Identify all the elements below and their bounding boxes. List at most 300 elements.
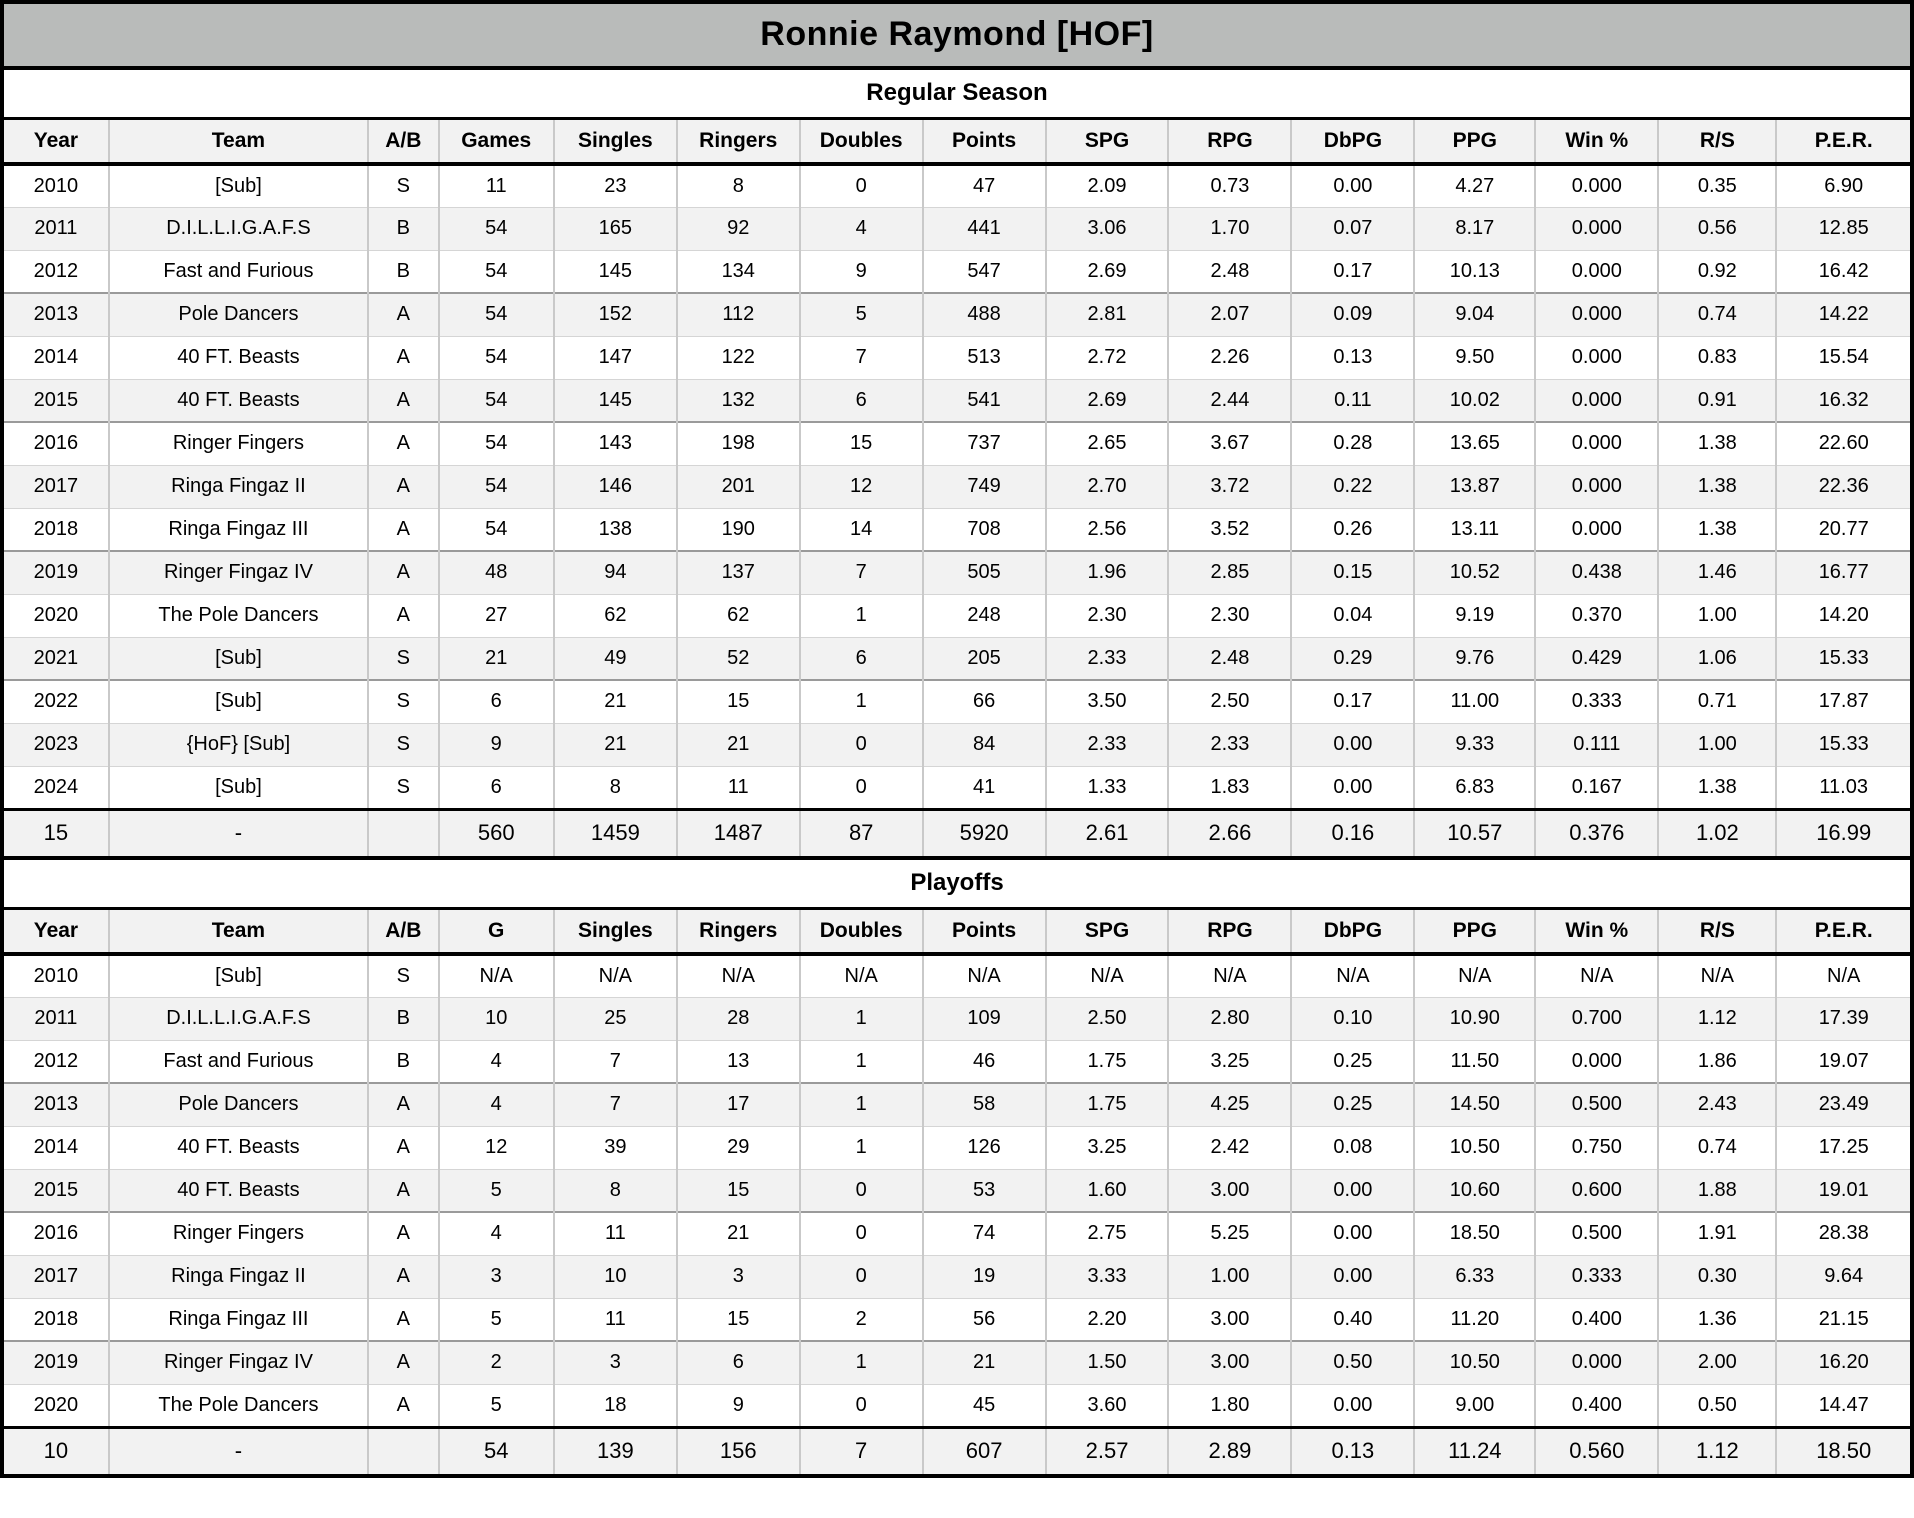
- cell: {HoF} [Sub]: [109, 723, 368, 766]
- cell: 1.86: [1658, 1040, 1776, 1083]
- table-row: [4, 1083, 1910, 1126]
- cell: 201: [677, 465, 800, 508]
- cell: 749: [923, 465, 1046, 508]
- cell: 2011: [34, 1007, 78, 1029]
- cell: 6: [677, 1341, 800, 1384]
- cell: 52: [677, 637, 800, 680]
- column-header: SPG: [1046, 910, 1169, 954]
- cell: Fast and Furious: [109, 250, 368, 293]
- cell: 7: [800, 551, 923, 594]
- cell: 2016: [33, 432, 79, 455]
- cell: A: [368, 465, 439, 508]
- table-row: [4, 207, 1910, 250]
- cell: 2.33: [1046, 637, 1169, 680]
- cell: A: [368, 1341, 439, 1384]
- cell: 17.87: [1776, 680, 1910, 723]
- cell: [Sub]: [109, 680, 368, 723]
- cell: N/A: [1658, 954, 1776, 997]
- cell: 2019: [33, 1351, 79, 1374]
- cell: 0.560: [1535, 1427, 1658, 1474]
- cell: -: [109, 1427, 368, 1474]
- cell: 0.13: [1291, 1427, 1414, 1474]
- cell: N/A: [1535, 954, 1658, 997]
- cell: [368, 1427, 439, 1474]
- cell: 1459: [554, 809, 677, 856]
- cell: 17: [677, 1083, 800, 1126]
- cell: 134: [677, 250, 800, 293]
- column-header: Singles: [554, 120, 677, 164]
- cell: 4: [439, 1040, 554, 1083]
- cell: 10: [43, 1438, 69, 1464]
- cell: 53: [923, 1169, 1046, 1212]
- cell: The Pole Dancers: [109, 594, 368, 637]
- cell: 0.13: [1291, 336, 1414, 379]
- cell: 9: [439, 723, 554, 766]
- cell: 1.50: [1046, 1341, 1169, 1384]
- cell: 1.12: [1658, 1427, 1776, 1474]
- cell: 143: [554, 422, 677, 465]
- cell: 139: [554, 1427, 677, 1474]
- cell: 92: [677, 207, 800, 250]
- cell: 5.25: [1168, 1212, 1291, 1255]
- cell: A: [368, 594, 439, 637]
- cell: 0.71: [1658, 680, 1776, 723]
- cell: 132: [677, 379, 800, 422]
- cell: 0.74: [1658, 1126, 1776, 1169]
- cell: 9.00: [1414, 1384, 1535, 1427]
- cell: [Sub]: [109, 954, 368, 997]
- table-row: [4, 422, 1910, 465]
- cell: 0.25: [1291, 1083, 1414, 1126]
- cell: 0.000: [1535, 250, 1658, 293]
- cell: 0.438: [1535, 551, 1658, 594]
- cell: 0.15: [1291, 551, 1414, 594]
- column-header: P.E.R.: [1776, 910, 1910, 954]
- cell: 84: [923, 723, 1046, 766]
- cell: 6: [439, 766, 554, 809]
- cell: 45: [923, 1384, 1046, 1427]
- cell: 16.32: [1776, 379, 1910, 422]
- column-header: Win %: [1535, 910, 1658, 954]
- cell: 40 FT. Beasts: [109, 1126, 368, 1169]
- cell: 18.50: [1414, 1212, 1535, 1255]
- cell: 10: [554, 1255, 677, 1298]
- cell: The Pole Dancers: [109, 1384, 368, 1427]
- totals-row: [4, 1427, 1910, 1474]
- cell: 2.07: [1168, 293, 1291, 336]
- cell: 2013: [33, 1093, 79, 1116]
- cell: 14.50: [1414, 1083, 1535, 1126]
- column-header: PPG: [1414, 910, 1535, 954]
- cell: Ringer Fingaz IV: [109, 1341, 368, 1384]
- cell: Ringer Fingers: [109, 1212, 368, 1255]
- cell: 0: [800, 723, 923, 766]
- cell: 0.500: [1535, 1083, 1658, 1126]
- cell: 2.44: [1168, 379, 1291, 422]
- cell: 1.38: [1658, 465, 1776, 508]
- cell: 0.370: [1535, 594, 1658, 637]
- cell: 0.000: [1535, 336, 1658, 379]
- cell: 54: [439, 508, 554, 551]
- cell: 2.09: [1046, 164, 1169, 207]
- cell: B: [368, 997, 439, 1040]
- cell: 6.33: [1414, 1255, 1535, 1298]
- cell: 2.00: [1658, 1341, 1776, 1384]
- column-header: Games: [439, 120, 554, 164]
- column-header: Year: [4, 120, 109, 164]
- cell: 0.29: [1291, 637, 1414, 680]
- column-header: Team: [109, 120, 368, 164]
- cell: 2017: [33, 1265, 79, 1287]
- cell: 5: [439, 1298, 554, 1341]
- cell: 62: [554, 594, 677, 637]
- cell: [368, 809, 439, 856]
- table-row: [4, 1040, 1910, 1083]
- cell: 0: [800, 1212, 923, 1255]
- cell: 0.56: [1658, 207, 1776, 250]
- cell: 2.65: [1046, 422, 1169, 465]
- cell: 3.00: [1168, 1298, 1291, 1341]
- cell: 0.000: [1535, 293, 1658, 336]
- cell: N/A: [554, 954, 677, 997]
- cell: 2017: [33, 475, 79, 497]
- cell: 1.00: [1168, 1255, 1291, 1298]
- cell: 2.42: [1168, 1126, 1291, 1169]
- cell: 10.57: [1414, 809, 1535, 856]
- cell: 0.000: [1535, 164, 1658, 207]
- cell: 156: [677, 1427, 800, 1474]
- table-row: [4, 379, 1910, 422]
- cell: 56: [923, 1298, 1046, 1341]
- cell: [Sub]: [109, 637, 368, 680]
- cell: 2.48: [1168, 637, 1291, 680]
- cell: A: [368, 1212, 439, 1255]
- column-header: SPG: [1046, 120, 1169, 164]
- cell: 10.52: [1414, 551, 1535, 594]
- cell: 1.06: [1658, 637, 1776, 680]
- cell: 20.77: [1776, 508, 1910, 551]
- cell: 6: [439, 680, 554, 723]
- cell: 39: [554, 1126, 677, 1169]
- cell: 2.57: [1046, 1427, 1169, 1474]
- cell: 11.20: [1414, 1298, 1535, 1341]
- cell: 3.25: [1168, 1040, 1291, 1083]
- cell: 16.20: [1776, 1341, 1910, 1384]
- cell: 1.38: [1658, 766, 1776, 809]
- cell: D.I.L.L.I.G.A.F.S: [109, 207, 368, 250]
- cell: 15: [677, 1169, 800, 1212]
- cell: 737: [923, 422, 1046, 465]
- cell: 0.22: [1291, 465, 1414, 508]
- column-header: Win %: [1535, 120, 1658, 164]
- cell: 0.17: [1291, 680, 1414, 723]
- cell: 198: [677, 422, 800, 465]
- cell: 0.000: [1535, 379, 1658, 422]
- cell: 9.04: [1414, 293, 1535, 336]
- cell: 2014: [33, 1136, 79, 1158]
- cell: 1.75: [1046, 1083, 1169, 1126]
- cell: 0.83: [1658, 336, 1776, 379]
- cell: 0.28: [1291, 422, 1414, 465]
- cell: 0.91: [1658, 379, 1776, 422]
- cell: 29: [677, 1126, 800, 1169]
- cell: A: [368, 1169, 439, 1212]
- cell: 0.000: [1535, 508, 1658, 551]
- cell: 11: [554, 1212, 677, 1255]
- cell: 3.25: [1046, 1126, 1169, 1169]
- cell: 0.35: [1658, 164, 1776, 207]
- cell: 12: [800, 465, 923, 508]
- cell: 9: [677, 1384, 800, 1427]
- table-row: [4, 997, 1910, 1040]
- cell: 2014: [33, 346, 79, 368]
- cell: N/A: [1776, 954, 1910, 997]
- cell: 0.26: [1291, 508, 1414, 551]
- cell: 74: [923, 1212, 1046, 1255]
- cell: 152: [554, 293, 677, 336]
- cell: 54: [439, 379, 554, 422]
- cell: 94: [554, 551, 677, 594]
- cell: 3.33: [1046, 1255, 1169, 1298]
- cell: 3.50: [1046, 680, 1169, 723]
- cell: Ringer Fingaz IV: [109, 551, 368, 594]
- cell: 7: [800, 1427, 923, 1474]
- cell: 2.61: [1046, 809, 1169, 856]
- cell: 28.38: [1776, 1212, 1910, 1255]
- cell: 11: [439, 164, 554, 207]
- column-header: RPG: [1168, 910, 1291, 954]
- cell: 15: [677, 680, 800, 723]
- cell: 28: [677, 997, 800, 1040]
- cell: 8: [554, 766, 677, 809]
- cell: 41: [923, 766, 1046, 809]
- cell: 21: [677, 1212, 800, 1255]
- cell: N/A: [1291, 954, 1414, 997]
- cell: 205: [923, 637, 1046, 680]
- cell: A: [368, 293, 439, 336]
- cell: 11: [677, 766, 800, 809]
- cell: 12.85: [1776, 207, 1910, 250]
- cell: 2.20: [1046, 1298, 1169, 1341]
- column-header: Doubles: [800, 120, 923, 164]
- cell: 109: [923, 997, 1046, 1040]
- cell: 0.73: [1168, 164, 1291, 207]
- table-row: [4, 723, 1910, 766]
- cell: 10.60: [1414, 1169, 1535, 1212]
- cell: 7: [554, 1083, 677, 1126]
- cell: 3: [677, 1255, 800, 1298]
- cell: 10.50: [1414, 1126, 1535, 1169]
- cell: 2012: [33, 259, 79, 282]
- cell: 1.38: [1658, 422, 1776, 465]
- regular-season-heading: Regular Season: [4, 70, 1910, 120]
- cell: 10.02: [1414, 379, 1535, 422]
- table-row: [4, 465, 1910, 508]
- cell: 4: [800, 207, 923, 250]
- cell: 2015: [33, 388, 79, 411]
- cell: 8: [554, 1169, 677, 1212]
- cell: 8.17: [1414, 207, 1535, 250]
- cell: 1.60: [1046, 1169, 1169, 1212]
- cell: 4: [439, 1083, 554, 1126]
- cell: B: [368, 250, 439, 293]
- cell: 46: [923, 1040, 1046, 1083]
- cell: 15.33: [1776, 723, 1910, 766]
- cell: 2.70: [1046, 465, 1169, 508]
- cell: 0.700: [1535, 997, 1658, 1040]
- cell: 2.48: [1168, 250, 1291, 293]
- cell: 18: [554, 1384, 677, 1427]
- cell: 0.000: [1535, 422, 1658, 465]
- cell: 1.46: [1658, 551, 1776, 594]
- cell: 54: [439, 336, 554, 379]
- cell: 0: [800, 1169, 923, 1212]
- cell: A: [368, 336, 439, 379]
- cell: 0.000: [1535, 207, 1658, 250]
- cell: 2023: [33, 733, 79, 755]
- cell: 2024: [33, 775, 79, 798]
- cell: 2.26: [1168, 336, 1291, 379]
- cell: 2.81: [1046, 293, 1169, 336]
- cell: 1.02: [1658, 809, 1776, 856]
- table-row: [4, 766, 1910, 809]
- table-row: [4, 508, 1910, 551]
- cell: 54: [439, 207, 554, 250]
- cell: 1: [800, 1341, 923, 1384]
- cell: N/A: [1046, 954, 1169, 997]
- cell: 1.75: [1046, 1040, 1169, 1083]
- cell: 0: [800, 164, 923, 207]
- cell: 54: [439, 465, 554, 508]
- column-header: A/B: [368, 910, 439, 954]
- cell: 15.33: [1776, 637, 1910, 680]
- cell: 3.00: [1168, 1341, 1291, 1384]
- cell: 2: [800, 1298, 923, 1341]
- cell: 1.96: [1046, 551, 1169, 594]
- cell: 0.750: [1535, 1126, 1658, 1169]
- column-header: Team: [109, 910, 368, 954]
- cell: 13.87: [1414, 465, 1535, 508]
- cell: 1: [800, 1040, 923, 1083]
- cell: 3.72: [1168, 465, 1291, 508]
- cell: A: [368, 1126, 439, 1169]
- cell: 541: [923, 379, 1046, 422]
- cell: 0.30: [1658, 1255, 1776, 1298]
- table-row: [4, 1126, 1910, 1169]
- cell: 2021: [33, 646, 79, 669]
- cell: 2.80: [1168, 997, 1291, 1040]
- cell: A: [368, 1298, 439, 1341]
- cell: 16.99: [1776, 809, 1910, 856]
- cell: 145: [554, 250, 677, 293]
- cell: 0.10: [1291, 997, 1414, 1040]
- cell: 441: [923, 207, 1046, 250]
- cell: B: [368, 207, 439, 250]
- cell: 1.36: [1658, 1298, 1776, 1341]
- cell: 25: [554, 997, 677, 1040]
- cell: 1.88: [1658, 1169, 1776, 1212]
- column-header: Doubles: [800, 910, 923, 954]
- cell: 0.25: [1291, 1040, 1414, 1083]
- cell: 0.00: [1291, 723, 1414, 766]
- cell: 0.16: [1291, 809, 1414, 856]
- cell: 1.38: [1658, 508, 1776, 551]
- column-header-row: [4, 120, 1910, 164]
- cell: 1: [800, 1083, 923, 1126]
- cell: 2016: [33, 1222, 79, 1245]
- cell: 547: [923, 250, 1046, 293]
- cell: 505: [923, 551, 1046, 594]
- cell: 54: [439, 1427, 554, 1474]
- cell: 2020: [33, 604, 79, 626]
- regular-season-section: [4, 70, 1910, 856]
- cell: 0.00: [1291, 1255, 1414, 1298]
- cell: 0.167: [1535, 766, 1658, 809]
- cell: 2022: [33, 690, 79, 713]
- cell: 2.66: [1168, 809, 1291, 856]
- cell: 0.111: [1535, 723, 1658, 766]
- cell: Pole Dancers: [109, 1083, 368, 1126]
- cell: 4.25: [1168, 1083, 1291, 1126]
- cell: 607: [923, 1427, 1046, 1474]
- column-header: Ringers: [677, 120, 800, 164]
- playoffs-body: [4, 954, 1910, 1427]
- table-row: [4, 1341, 1910, 1384]
- cell: 1.70: [1168, 207, 1291, 250]
- cell: 62: [677, 594, 800, 637]
- cell: 11.24: [1414, 1427, 1535, 1474]
- cell: B: [368, 1040, 439, 1083]
- cell: 122: [677, 336, 800, 379]
- cell: 13.11: [1414, 508, 1535, 551]
- cell: 1.83: [1168, 766, 1291, 809]
- column-header: Ringers: [677, 910, 800, 954]
- cell: 47: [923, 164, 1046, 207]
- cell: 2.72: [1046, 336, 1169, 379]
- cell: 0.00: [1291, 164, 1414, 207]
- cell: N/A: [923, 954, 1046, 997]
- cell: S: [368, 954, 439, 997]
- cell: 0.333: [1535, 1255, 1658, 1298]
- cell: N/A: [1414, 954, 1535, 997]
- cell: A: [368, 379, 439, 422]
- cell: 6: [800, 637, 923, 680]
- column-header: RPG: [1168, 120, 1291, 164]
- cell: Fast and Furious: [109, 1040, 368, 1083]
- playoffs-heading: Playoffs: [4, 860, 1910, 910]
- cell: 2018: [33, 517, 79, 540]
- cell: 66: [923, 680, 1046, 723]
- cell: 2010: [33, 174, 79, 197]
- cell: 0.400: [1535, 1298, 1658, 1341]
- cell: 0.000: [1535, 1341, 1658, 1384]
- totals-row: [4, 809, 1910, 856]
- cell: 2.89: [1168, 1427, 1291, 1474]
- cell: 708: [923, 508, 1046, 551]
- column-header: PPG: [1414, 120, 1535, 164]
- table-row: [4, 551, 1910, 594]
- cell: 4: [439, 1212, 554, 1255]
- cell: 21: [923, 1341, 1046, 1384]
- cell: 7: [800, 336, 923, 379]
- cell: 2015: [33, 1178, 79, 1201]
- cell: S: [368, 164, 439, 207]
- cell: 16.77: [1776, 551, 1910, 594]
- cell: 1: [800, 1126, 923, 1169]
- cell: 17.39: [1776, 997, 1910, 1040]
- cell: 19: [923, 1255, 1046, 1298]
- cell: 146: [554, 465, 677, 508]
